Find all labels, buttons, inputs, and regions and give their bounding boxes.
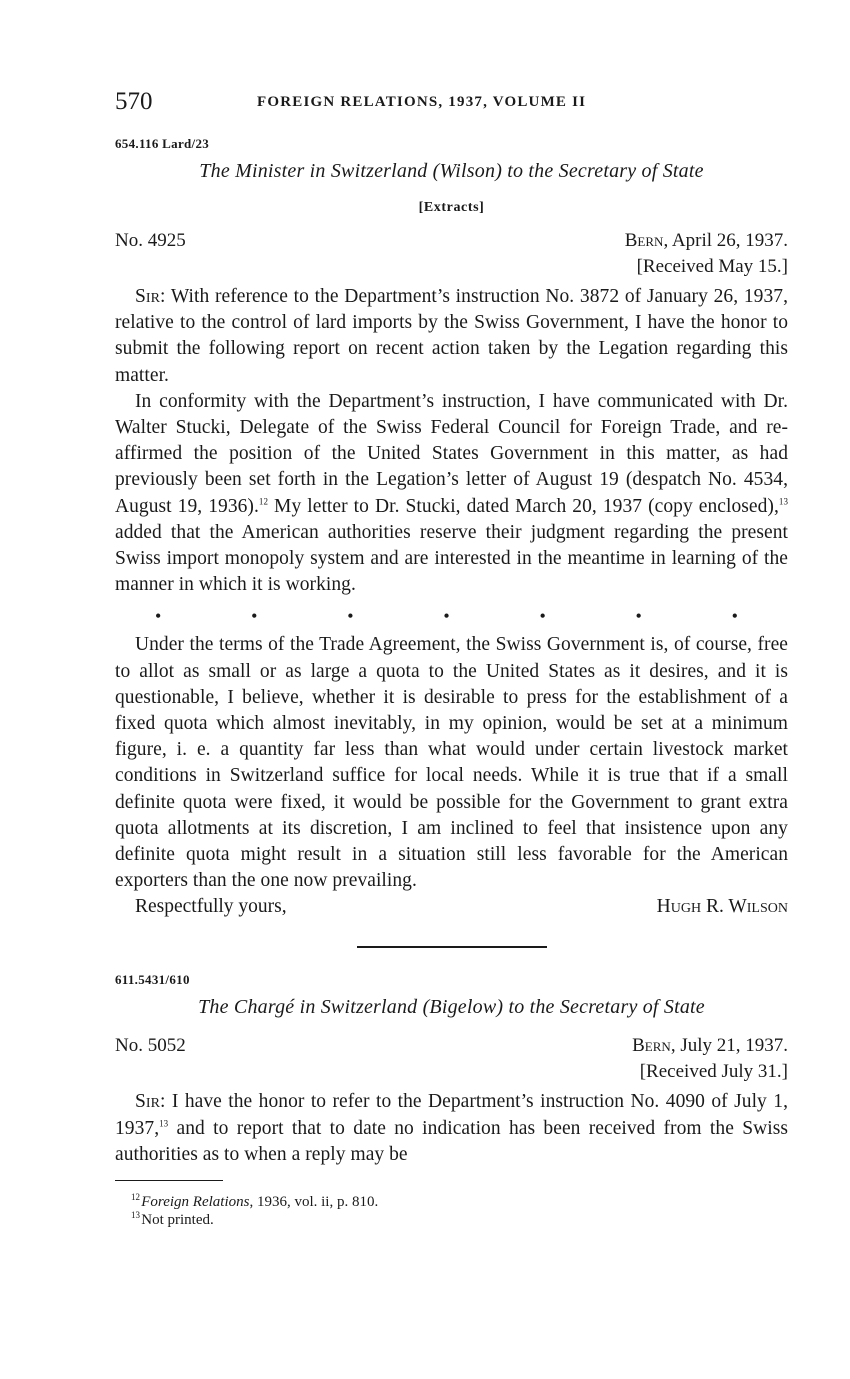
- signature: Hugh R. Wilson: [656, 896, 788, 918]
- file-number: 654.116 Lard/23: [115, 136, 210, 151]
- section-divider: [357, 946, 547, 948]
- file-number: 611.5431/610: [115, 972, 190, 988]
- document-title: The Chargé in Switzerland (Bigelow) to the Secretary of State: [198, 996, 705, 1019]
- dispatch-number: No. 4925: [115, 230, 186, 251]
- dispatch-place: Bern: [632, 1035, 671, 1057]
- received-date: [Received July 31.]: [639, 1061, 788, 1083]
- received-date: [Received May 15.]: [636, 256, 788, 277]
- dispatch-place: Bern: [624, 230, 664, 251]
- document-title: The Minister in Switzerland (Wilson) to the Secretary of State: [199, 160, 704, 182]
- running-head: [115, 88, 788, 122]
- dispatch-date-text: , July 21, 1937.: [670, 1035, 788, 1057]
- footnote-ref: 13: [778, 496, 788, 507]
- omission-ellipsis: • • • • • • •: [155, 606, 738, 627]
- salutation: Sir: [135, 286, 160, 307]
- footnote-divider: [115, 1180, 223, 1181]
- page-number: 570: [115, 88, 153, 115]
- footnotes: [115, 1193, 788, 1229]
- dispatch-header: [115, 228, 788, 254]
- footnote-ref: 13: [159, 1118, 169, 1129]
- dispatch-date-text: , April 26, 1937.: [663, 230, 788, 251]
- salutation: Sir: [135, 1091, 160, 1113]
- paragraph: Sir: With reference to the Department’s instruction No. 3872 of January 26, 1937, relative to the control of lard imports by the Swiss Government, I have the honor to submit the following report on recent action taken by the Legation regarding this matter.: [115, 286, 788, 386]
- paragraph: Under the terms of the Trade Agreement, the Swiss Government is, of course, free to allot as small or as large a quota to the United States as it desires, and it is questionable, I believe, whether it is desirable to press for the establishment of a fixed quota which almost inevitably, in my opinion, would be set at a minimum figure, i. e. a quantity far less than what would under certain livestock market conditions in Switzerland suffice for local needs. While it is true that if a small definite quota were fixed, it would be possible for the Government to grant extra quota allotments at its discretion, I am inclined to feel that insistence upon any definite quota might result in a situation still less favorable for the American exporters than the one now prevailing.: [115, 634, 788, 892]
- footnote: $^{12}$ Foreign Relations, 1936, vol. ii, p. 810.: [131, 1192, 379, 1211]
- paragraph: In conformity with the Department’s instruction, I have communicated with Dr. Walter Stucki, Delegate of the Swiss Federal Council for Foreign Trade, and re-affirmed the position of the United States Government in this matter, as had previously been set forth in the Legation’s letter of August 19 (despatch No. 4534, August 19, 1936).$^{12}$ My letter to Dr. Stucki, dated March 20, 1937 (copy enclosed),$^{13}$ added that the American authorities reserve their judgment regarding the present Swiss import monopoly system and are interested in the meantime in learning of the manner in which it is working.: [115, 390, 788, 596]
- dispatch-number: No. 5052: [115, 1035, 186, 1057]
- dispatch-date: [625, 228, 788, 254]
- complimentary-close: Respectfully yours,: [135, 896, 287, 918]
- extracts-label: [Extracts]: [418, 200, 485, 215]
- footnote-ref: 12: [258, 496, 269, 507]
- paragraph: Sir: I have the honor to refer to the Department’s instruction No. 4090 of July 1, 1937,13 and to report that to date no indication has been received from the Swiss authorities as to when a reply may be: [115, 1091, 788, 1165]
- dispatch-header: [115, 1033, 788, 1059]
- document-page: [115, 88, 788, 1229]
- footnote: $^{13}$ Not printed.: [131, 1210, 214, 1229]
- closing: [115, 894, 788, 920]
- dispatch-date: [632, 1033, 788, 1059]
- running-title: FOREIGN RELATIONS, 1937, VOLUME II: [257, 94, 587, 110]
